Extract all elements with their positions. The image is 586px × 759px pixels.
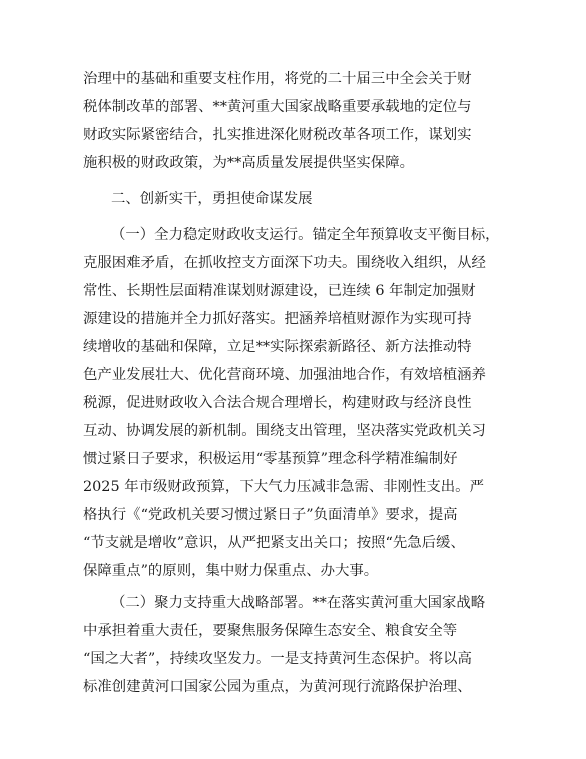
- text-line: 源建设的措施并全力抓好落实。把涵养培植财源作为实现可持: [83, 311, 472, 327]
- text-line: 财政实际紧密结合，扎实推进深化财税改革各项工作，谋划实: [83, 127, 472, 143]
- paragraph: [83, 589, 501, 701]
- text-line: （一）全力稳定财政收支运行。锚定全年预算收支平衡目标，: [111, 227, 500, 243]
- text-line: 续增收的基础和保障，立足**实际探索新路径、新方法推动特: [83, 339, 472, 355]
- document-body: [83, 65, 501, 701]
- text-line: 施积极的财政政策，为**高质量发展提供坚实保障。: [83, 155, 414, 171]
- spacer: [83, 177, 501, 185]
- text-line: 保障重点”的原则，集中财力保重点、办大事。: [83, 563, 379, 579]
- text-line: 格执行《“党政机关要习惯过紧日子”负面清单》要求，提高: [83, 507, 458, 523]
- text-line: 标准创建黄河口国家公园为重点，为黄河现行流路保护治理、: [83, 679, 472, 695]
- text-line: 2025 年市级财政预算，下大气力压减非急需、非刚性支出。严: [83, 479, 484, 495]
- text-line: 税体制改革的部署、**黄河重大国家战略重要承载地的定位与: [83, 99, 472, 115]
- text-line: 色产业发展壮大、优化营商环境、加强油地合作，有效培植涵养: [83, 367, 486, 383]
- paragraph: [83, 65, 501, 177]
- text-line: 治理中的基础和重要支柱作用，将党的二十届三中全会关于财: [83, 71, 472, 87]
- text-line: 常性、长期性层面精准谋划财源建设，已连续 6 年制定加强财: [83, 283, 476, 299]
- text-line: 互动、协调发展的新机制。围绕支出管理，坚决落实党政机关习: [83, 423, 486, 439]
- text-line: “国之大者”，持续攻坚发力。一是支持黄河生态保护。将以高: [83, 651, 472, 667]
- text-line: （二）聚力支持重大战略部署。**在落实黄河重大国家战略: [111, 595, 486, 611]
- text-line: 克服困难矛盾，在抓收控支方面深下功夫。围绕收入组织，从经: [83, 255, 486, 271]
- text-line: 中承担着重大责任，要聚焦服务保障生态安全、粮食安全等: [83, 623, 458, 639]
- spacer: [83, 213, 501, 221]
- paragraph: [83, 221, 501, 585]
- text-line: “节支就是增收”意识，从严把紧支出关口；按照“先急后缓、: [83, 535, 465, 551]
- text-line: 税源，促进财政收入合法合规合理增长，构建财政与经济良性: [83, 395, 472, 411]
- text-line: 惯过紧日子要求，积极运用“零基预算”理念科学精准编制好: [83, 451, 458, 467]
- section-heading: 二、创新实干，勇担使命谋发展: [111, 191, 313, 207]
